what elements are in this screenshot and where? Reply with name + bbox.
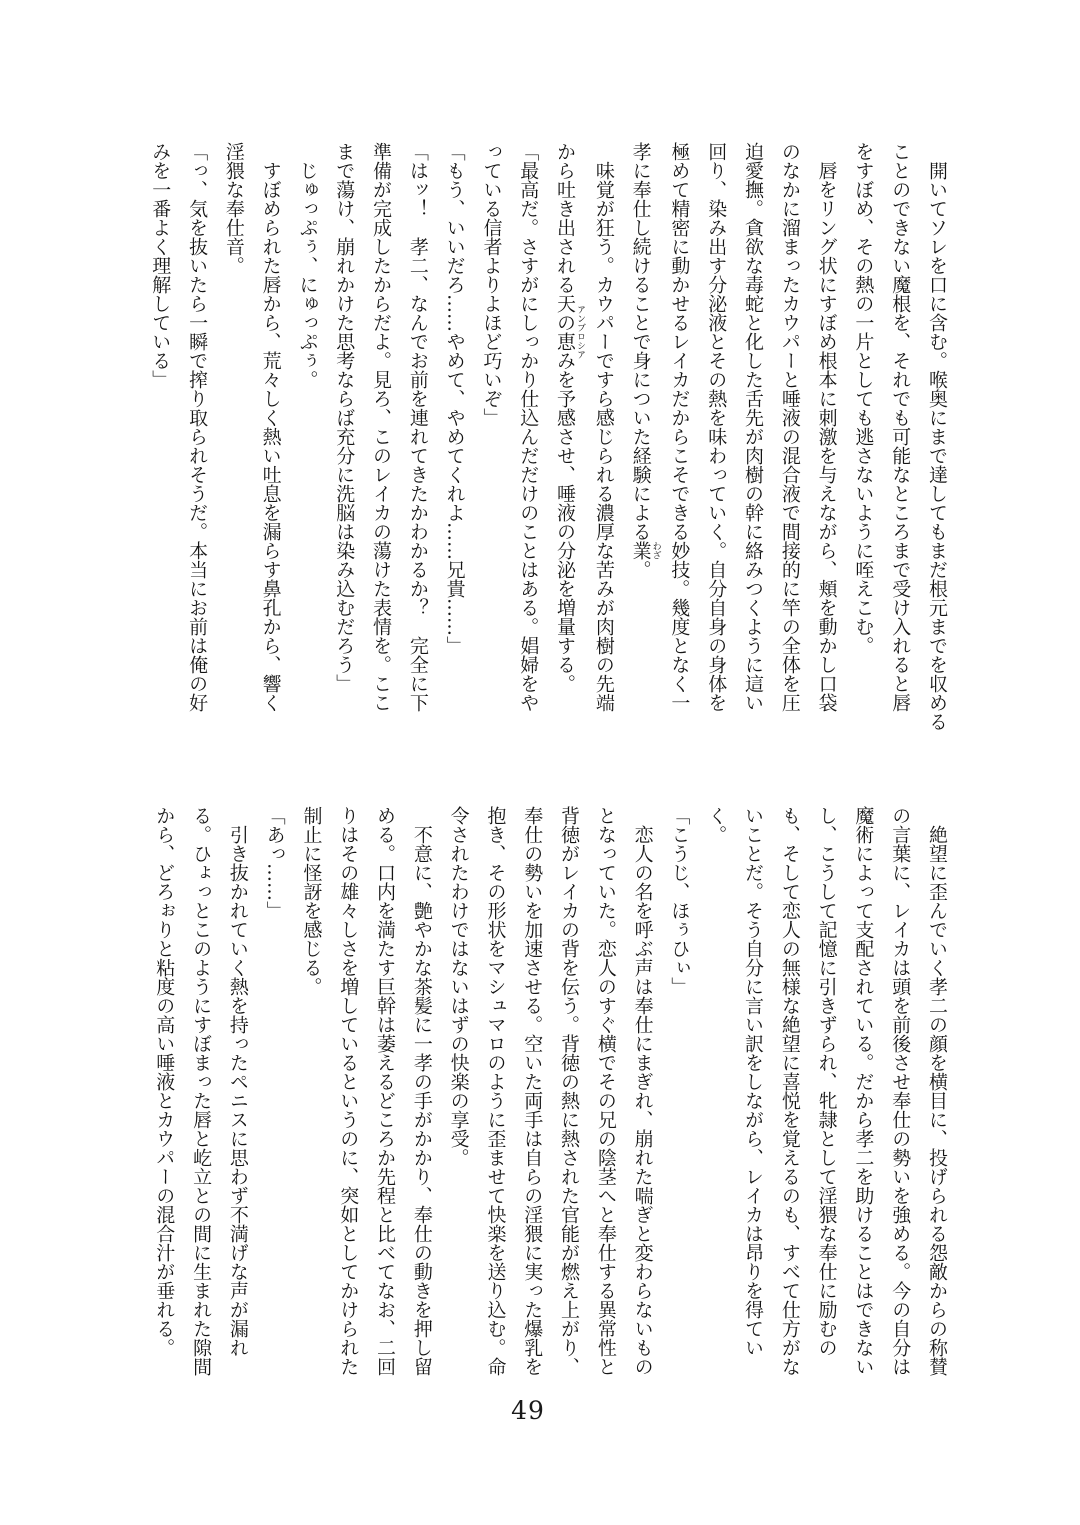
text-block-bottom	[145, 806, 955, 1406]
ruby-annotated-text: 天の恵み アンブロシア	[554, 294, 586, 370]
text-line: 回り、染み出す分泌液とその熱を味わっていく。自分自身の身体を	[705, 142, 728, 712]
text-line: 絶望に歪んでいく孝二の顔を横目に、投げられる怨敵からの称賛	[926, 806, 948, 1376]
text-line: も、そして恋人の無様な絶望に喜悦を覚えるのも、すべて仕方がな	[778, 806, 801, 1376]
text-line: となっていた。恋人のすぐ横でその兄の陰茎へと奉仕する異常性と	[594, 806, 617, 1376]
text-line: っている信者よりよほど巧いぞ」	[480, 142, 503, 427]
text-line: し、こうして記憶に引きずられ、牝隷として淫猥な奉仕に励むの	[815, 806, 838, 1357]
text-line: める。口内を満たす巨幹は萎えるどころか先程と比べてなお、二回	[374, 806, 397, 1376]
ruby-annotated-text: 業 わざ	[629, 541, 661, 560]
text-line: から、どろぉりと粘度の高い唾液とカウパーの混合汁が垂れる。	[153, 806, 176, 1357]
text-line: 制止に怪訝を感じる。	[300, 806, 323, 996]
text-line: 味覚が狂う。カウパーですら感じられる濃厚な苦みが肉樹の先端	[592, 142, 615, 712]
text-line: の言葉に、レイカは頭を前後させ奉仕の勢いを強める。今の自分は	[889, 806, 912, 1376]
text-line: のなかに溜まったカウパーと唾液の混合液で間接的に竿の全体を圧	[778, 142, 801, 712]
text-line: 準備が完成したからだよ。見ろ、このレイカの蕩けた表情を。ここ	[370, 142, 393, 712]
text-line: すぼめられた唇から、荒々しく熱い吐息を漏らす鼻孔から、響く	[259, 142, 282, 712]
text-line: まで蕩け、崩れかけた思考ならば充分に洗脳は染み込むだろう」	[333, 142, 356, 693]
text-line: 迫愛撫。貪欲な毒蛇と化した舌先が肉樹の幹に絡みつくように這い	[742, 142, 765, 712]
text-line: 魔術によって支配されている。だから孝二を助けることはできない	[852, 806, 875, 1376]
text-line: いことだ。そう自分に言い訳をしながら、レイカは昂りを得てい	[742, 806, 765, 1357]
text-line: 開いてソレを口に含む。喉奥にまで達してもまだ根元までを収める	[926, 142, 948, 731]
text-line: 背徳がレイカの背を伝う。背徳の熱に熱された官能が燃え上がり、	[558, 806, 581, 1376]
text-line: 引き抜かれていく熱を持ったペニスに思わず不満げな声が漏れ	[226, 806, 249, 1357]
text-line: る。ひょっとこのようにすぼまった唇と屹立との間に生まれた隙間	[190, 806, 213, 1376]
text-line: 抱き、その形状をマシュマロのように歪ませて快楽を送り込む。命	[484, 806, 507, 1376]
text-line: ことのできない魔根を、それでも可能なところまで受け入れると唇	[889, 142, 912, 712]
text-line: 令されたわけではないはずの快楽の享受。	[447, 806, 470, 1167]
text-line: 極めて精密に動かせるレイカだからこそできる妙技。幾度となく一	[668, 142, 691, 712]
text-line: 孝に奉仕し続けることで身についた経験による業 わざ。	[629, 142, 661, 579]
text-line: 「っ、気を抜いたら一瞬で搾り取られそうだ。本当にお前は俺の好	[186, 142, 209, 712]
text-line: りはその雄々しさを増しているというのに、突如としてかけられた	[337, 806, 360, 1376]
text-line: から吐き出される天の恵み アンブロシアを予感させ、唾液の分泌を増量する。	[554, 142, 586, 693]
text-line: 「こうじ、ほぅひぃ」	[668, 806, 691, 996]
text-line: 不意に、艶やかな茶髪に一孝の手がかかり、奉仕の動きを押し留	[410, 806, 433, 1376]
text-line: 「もう、いいだろ……やめて、やめてくれよ……兄貴……」	[443, 142, 466, 655]
text-line: 「最高だ。さすがにしっかり仕込んだだけのことはある。娼婦をや	[517, 142, 540, 712]
text-line: みを一番よく理解している」	[149, 142, 172, 389]
text-line: 奉仕の勢いを加速させる。空いた両手は自らの淫猥に実った爆乳を	[521, 806, 544, 1376]
text-line: く。	[705, 806, 728, 844]
text-line: 「あっ……」	[263, 806, 286, 920]
text-block-top	[141, 142, 955, 742]
text-line: 恋人の名を呼ぶ声は奉仕にまぎれ、崩れた喘ぎと変わらないもの	[631, 806, 654, 1376]
text-line: 「はッ！ 孝二、なんでお前を連れてきたかわかるか？ 完全に下	[406, 142, 429, 712]
text-line: をすぼめ、その熱の一片としても逃さないように咥えこむ。	[852, 142, 875, 655]
text-line: じゅっぷぅ、にゅっぷぅ。	[296, 142, 319, 389]
text-line: 淫猥な奉仕音。	[222, 142, 245, 275]
text-line: 唇をリング状にすぼめ根本に刺激を与えながら、頬を動かし口袋	[815, 142, 838, 712]
page-number: 49	[511, 1396, 545, 1425]
